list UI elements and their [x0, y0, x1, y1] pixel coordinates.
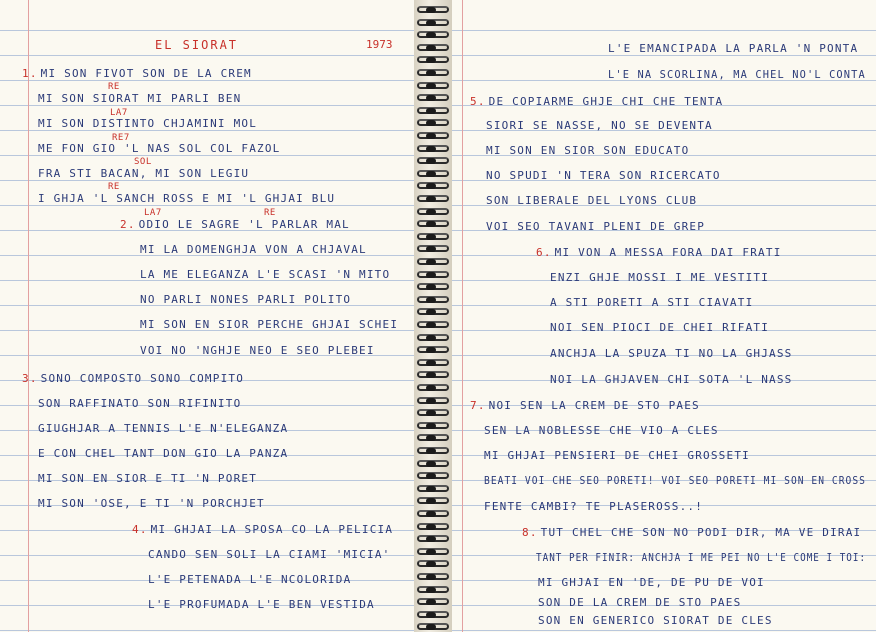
lyric-text: VOI NO 'NGHJE NEO E SEO PLEBEI [140, 344, 375, 357]
spiral-coil [414, 119, 452, 127]
left-lyric-line [140, 318, 398, 331]
spiral-coil [414, 485, 452, 493]
spiral-coil [414, 523, 452, 531]
verse-number: 8. [522, 526, 538, 539]
spiral-coil [414, 586, 452, 594]
verse-number: 1. [22, 67, 38, 80]
spiral-coil [414, 409, 452, 417]
right-lyric-line [484, 500, 703, 513]
spiral-coil [414, 434, 452, 442]
lyric-text: L'E PETENADA L'E NCOLORIDA [148, 573, 352, 586]
spiral-coil [414, 384, 452, 392]
left-margin-line [28, 0, 29, 632]
left-lyric-line [140, 344, 375, 357]
lyric-text: NOI SEN PIOCI DE CHEI RIFATI [550, 321, 770, 334]
verse-number: 3. [22, 372, 38, 385]
spiral-coil [414, 208, 452, 216]
right-lyric-line [486, 169, 721, 182]
right-lyric-line [484, 449, 750, 462]
lyric-text: SON LIBERALE DEL LYONS CLUB [486, 194, 698, 207]
spiral-coil [414, 44, 452, 52]
right-lyric-line [484, 424, 719, 437]
verse-number: 5. [470, 95, 486, 108]
lyric-text: MI SON EN SIOR SON EDUCATO [486, 144, 690, 157]
spiral-coil [414, 447, 452, 455]
verse-number: 4. [132, 523, 148, 536]
spiral-coil [414, 19, 452, 27]
left-lyric-line [38, 167, 249, 180]
spiral-coil [414, 308, 452, 316]
left-lyric-line [22, 67, 252, 80]
spiral-coil [414, 94, 452, 102]
spiral-coil [414, 611, 452, 619]
spiral-coil [414, 598, 452, 606]
chord-label: RE [264, 208, 276, 218]
lyric-text: NOI SEN LA CREM DE STO PAES [488, 399, 700, 412]
chord-label: RE [108, 182, 120, 192]
spiral-coil [414, 69, 452, 77]
chord-label: SOL [134, 157, 152, 167]
spiral-coil [414, 145, 452, 153]
right-lyric-line [538, 596, 741, 609]
left-lyric-line [38, 92, 241, 105]
verse-number: 2. [120, 218, 136, 231]
spiral-coil [414, 560, 452, 568]
spiral-coil [414, 271, 452, 279]
left-lyric-line [140, 268, 390, 281]
lyric-text: TUT CHEL CHE SON NO PODI DIR, MA VE DIRAI [540, 526, 862, 539]
lyric-text: SONO COMPOSTO SONO COMPITO [40, 372, 245, 385]
right-lyric-line [522, 526, 861, 539]
lyric-text: MI GHJAI EN 'DE, DE PU DE VOI [538, 576, 765, 589]
spiral-coil [414, 56, 452, 64]
spiral-coil [414, 170, 452, 178]
chord-label: RE7 [112, 133, 130, 143]
spiral-coil [414, 321, 452, 329]
lyric-text: MI SON DISTINTO CHJAMINI MOL [38, 117, 258, 130]
left-lyric-line [38, 422, 288, 435]
right-lyric-line [484, 474, 866, 487]
lyric-text: MI SON 'OSE, E TI 'N PORCHJET [38, 497, 265, 510]
lyric-text: MI SON FIVOT SON DE LA CREM [40, 67, 252, 80]
lyric-text: MI SON EN SIOR E TI 'N PORET [38, 472, 258, 485]
lyric-text: SIORI SE NASSE, NO SE DEVENTA [486, 119, 713, 132]
right-lyric-line [550, 373, 793, 386]
spiral-coil [414, 245, 452, 253]
right-lyric-line [550, 347, 793, 360]
spiral-coil [414, 371, 452, 379]
lyric-text: VOI SEO TAVANI PLENI DE GREP [486, 220, 706, 233]
spiral-coil [414, 397, 452, 405]
right-lyric-line [550, 271, 769, 284]
lyric-text: A STI PORETI A STI CIAVATI [550, 296, 754, 309]
left-lyric-line [148, 573, 351, 586]
lyric-text: I GHJA 'L SANCH ROSS E MI 'L GHJAI BLU [38, 192, 336, 205]
spiral-coil [414, 31, 452, 39]
spiral-coil [414, 535, 452, 543]
right-lyric-line [608, 68, 866, 81]
spiral-coil [414, 132, 452, 140]
spiral-binding [414, 0, 452, 632]
lyric-text: CANDO SEN SOLI LA CIAMI 'MICIA' [148, 548, 391, 561]
lyric-text: FENTE CAMBI? TE PLASEROSS..! [484, 500, 704, 513]
chord-label: LA7 [110, 108, 128, 118]
lyric-text: MI GHJAI PENSIERI DE CHEI GROSSETI [484, 449, 750, 462]
lyric-text: BEATI VOI CHE SEO PORETI! VOI SEO PORETI MI SON EN CROSS [484, 474, 867, 487]
spiral-coil [414, 460, 452, 468]
spiral-coil [414, 472, 452, 480]
right-lyric-line [470, 95, 723, 108]
spiral-coil [414, 510, 452, 518]
lyric-text: DE COPIARME GHJE CHI CHE TENTA [488, 95, 724, 108]
spiral-coil [414, 233, 452, 241]
left-lyric-line [132, 523, 393, 536]
spiral-coil [414, 573, 452, 581]
spiral-coil [414, 220, 452, 228]
spiral-coil [414, 623, 452, 631]
spiral-coil [414, 157, 452, 165]
lyric-text: L'E NA SCORLINA, MA CHEL NO'L CONTA [608, 68, 866, 81]
spiral-coil [414, 107, 452, 115]
right-lyric-line [486, 220, 705, 233]
lyric-text: MI LA DOMENGHJA VON A CHJAVAL [140, 243, 367, 256]
lyric-text: NO SPUDI 'N TERA SON RICERCATO [486, 169, 721, 182]
left-lyric-line [38, 117, 257, 130]
left-lyric-line [22, 372, 244, 385]
spiral-coil [414, 6, 452, 14]
left-lyric-line [38, 192, 335, 205]
spiral-coil [414, 258, 452, 266]
left-lyric-line [148, 548, 391, 561]
spiral-coil [414, 422, 452, 430]
spiral-coil [414, 296, 452, 304]
spiral-coil [414, 346, 452, 354]
right-lyric-line [486, 119, 713, 132]
left-lyric-line [140, 243, 367, 256]
lyric-text: GIUGHJAR A TENNIS L'E N'ELEGANZA [38, 422, 289, 435]
spiral-coil [414, 359, 452, 367]
spiral-coil [414, 195, 452, 203]
left-lyric-line [38, 397, 241, 410]
lyric-text: SON RAFFINATO SON RIFINITO [38, 397, 242, 410]
lyric-text: NO PARLI NONES PARLI POLITO [140, 293, 352, 306]
lyric-text: LA ME ELEGANZA L'E SCASI 'N MITO [140, 268, 391, 281]
lyric-text: FRA STI BACAN, MI SON LEGIU [38, 167, 250, 180]
spiral-coil [414, 548, 452, 556]
left-lyric-line [148, 598, 375, 611]
right-lyric-line [538, 614, 773, 627]
right-lyric-line [608, 42, 858, 55]
spiral-coil [414, 497, 452, 505]
left-lyric-line [38, 447, 288, 460]
lyric-text: MI SON SIORAT MI PARLI BEN [38, 92, 242, 105]
right-lyric-line [486, 144, 689, 157]
right-lyric-line [486, 194, 697, 207]
lyric-text: MI GHJAI LA SPOSA CO LA PELICIA [150, 523, 394, 536]
verse-number: 6. [536, 246, 552, 259]
lyric-text: ANCHJA LA SPUZA TI NO LA GHJASS [550, 347, 793, 360]
lyric-text: ENZI GHJE MOSSI I ME VESTITI [550, 271, 770, 284]
chord-label: LA7 [144, 208, 162, 218]
left-lyric-line [120, 218, 350, 231]
right-lyric-line [536, 246, 782, 259]
right-lyric-line [470, 399, 700, 412]
lyric-text: MI VON A MESSA FORA DAI FRATI [554, 246, 782, 259]
spiral-coil [414, 82, 452, 90]
right-lyric-line [536, 551, 866, 564]
spiral-coil [414, 283, 452, 291]
lyric-text: MI SON EN SIOR PERCHE GHJAI SCHEI [140, 318, 399, 331]
chord-label: RE [108, 82, 120, 92]
left-lyric-line [38, 142, 281, 155]
lyric-text: TANT PER FINIR: ANCHJA I ME PEI NO L'E COME I TOI: [536, 551, 867, 564]
right-lyric-line [550, 296, 753, 309]
lyric-text: SEN LA NOBLESSE CHE VIO A CLES [484, 424, 719, 437]
verse-number: 7. [470, 399, 486, 412]
left-lyric-line [140, 293, 351, 306]
lyric-text: NOI LA GHJAVEN CHI SOTA 'L NASS [550, 373, 793, 386]
lyric-text: SON DE LA CREM DE STO PAES [538, 596, 742, 609]
lyric-text: L'E PROFUMADA L'E BEN VESTIDA [148, 598, 375, 611]
left-lyric-line [38, 472, 257, 485]
lyric-text: ME FON GIO 'L NAS SOL COL FAZOL [38, 142, 281, 155]
spiral-coil [414, 334, 452, 342]
spiral-coil [414, 182, 452, 190]
right-lyric-line [538, 576, 765, 589]
song-year: 1973 [366, 38, 393, 51]
lyric-text: ODIO LE SAGRE 'L PARLAR MAL [138, 218, 350, 231]
lyric-text: L'E EMANCIPADA LA PARLA 'N PONTA [608, 42, 859, 55]
right-margin-line [462, 0, 463, 632]
lyric-text: E CON CHEL TANT DON GIO LA PANZA [38, 447, 289, 460]
right-lyric-line [550, 321, 769, 334]
lyric-text: SON EN GENERICO SIORAT DE CLES [538, 614, 773, 627]
song-title: EL SIORAT [155, 38, 239, 52]
left-lyric-line [38, 497, 265, 510]
